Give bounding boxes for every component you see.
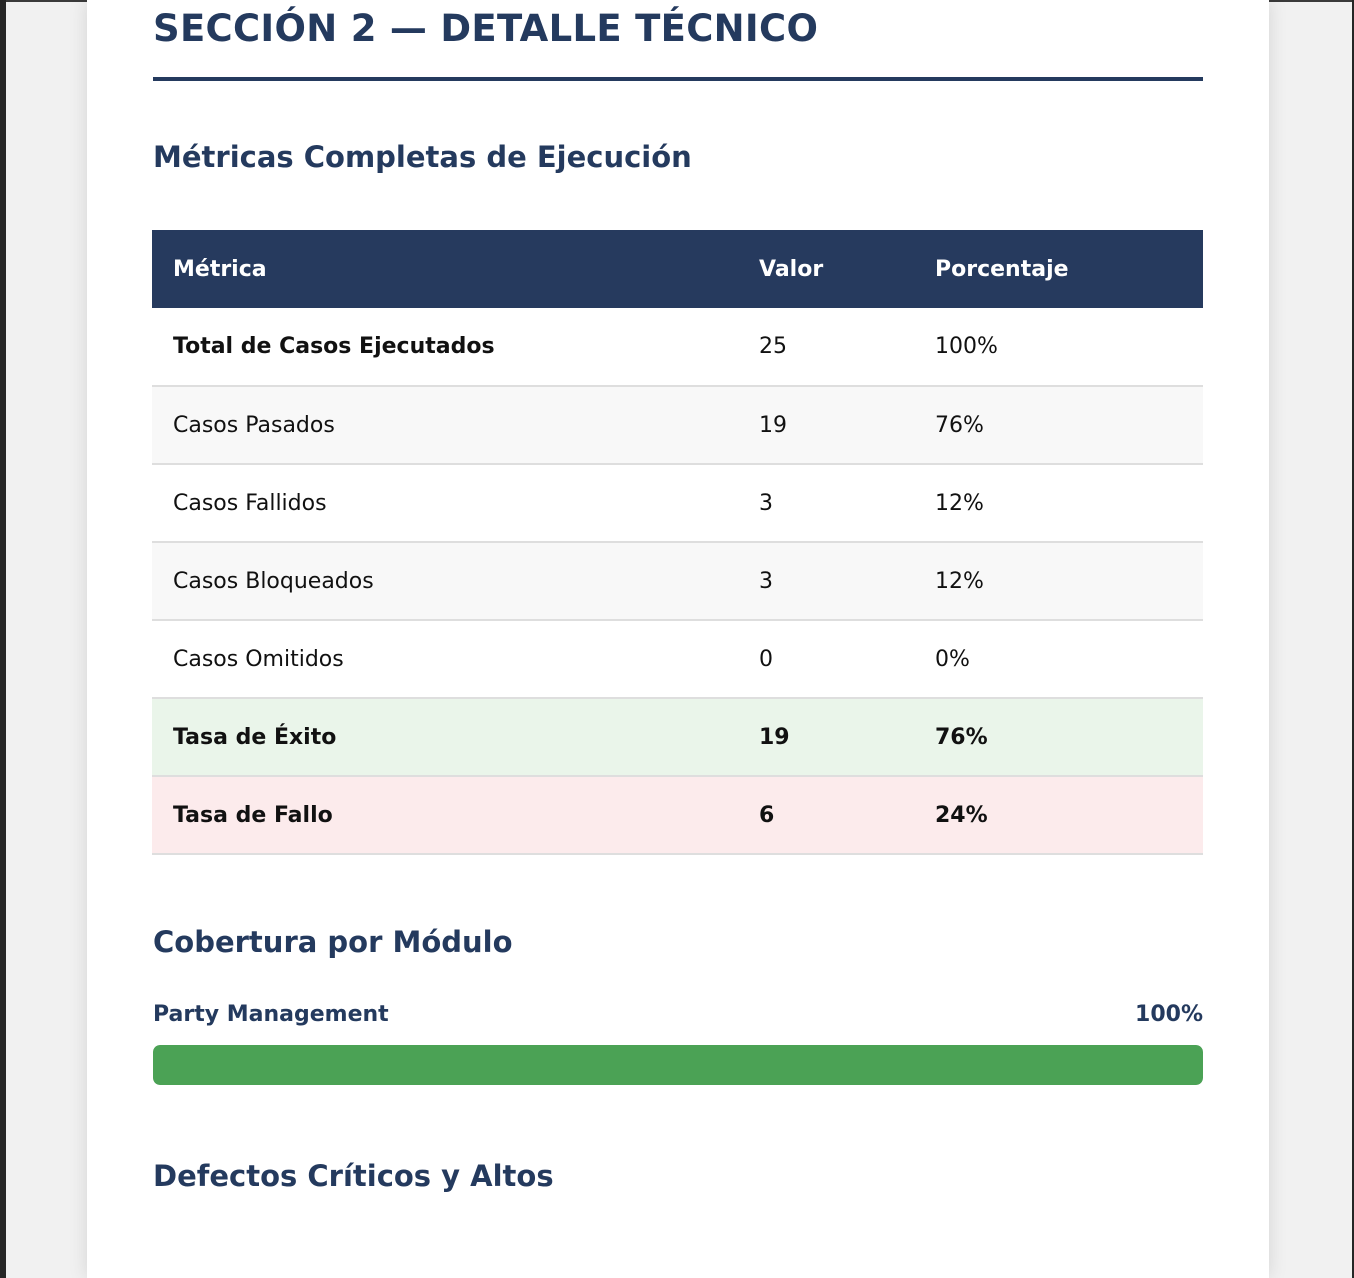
value-cell: 19 — [738, 698, 914, 776]
table-row-success-rate — [152, 698, 1203, 776]
value-cell: 0 — [738, 620, 914, 698]
module-progress-fill — [153, 1045, 1203, 1085]
metric-cell: Total de Casos Ejecutados — [152, 308, 738, 386]
section-title-divider — [153, 77, 1203, 81]
document-page — [87, 0, 1269, 1278]
value-cell: 6 — [738, 776, 914, 854]
value-cell: 3 — [738, 464, 914, 542]
module-progress-bar — [153, 1045, 1203, 1085]
percent-cell: 24% — [914, 776, 1203, 854]
column-header-metric: Métrica — [152, 230, 738, 308]
metric-cell: Tasa de Éxito — [152, 698, 738, 776]
module-name: Party Management — [153, 1002, 389, 1027]
percent-cell: 12% — [914, 464, 1203, 542]
coverage-heading: Cobertura por Módulo — [153, 925, 513, 959]
metric-cell: Casos Bloqueados — [152, 542, 738, 620]
percent-cell: 100% — [914, 308, 1203, 386]
value-cell: 19 — [738, 386, 914, 464]
percent-cell: 12% — [914, 542, 1203, 620]
table-row-passed — [152, 386, 1203, 464]
percent-cell: 76% — [914, 698, 1203, 776]
column-header-value: Valor — [738, 230, 914, 308]
metrics-heading: Métricas Completas de Ejecución — [153, 140, 692, 174]
metric-cell: Casos Fallidos — [152, 464, 738, 542]
metrics-table — [152, 230, 1203, 855]
table-row-failure-rate — [152, 776, 1203, 854]
section-title: SECCIÓN 2 — DETALLE TÉCNICO — [153, 7, 819, 50]
value-cell: 3 — [738, 542, 914, 620]
table-row-failed — [152, 464, 1203, 542]
percent-cell: 76% — [914, 386, 1203, 464]
column-header-percent: Porcentaje — [914, 230, 1203, 308]
table-row-skipped — [152, 620, 1203, 698]
module-percent-label: 100% — [1135, 1002, 1203, 1027]
metric-cell: Casos Omitidos — [152, 620, 738, 698]
metric-cell: Casos Pasados — [152, 386, 738, 464]
table-row-blocked — [152, 542, 1203, 620]
percent-cell: 0% — [914, 620, 1203, 698]
table-row-total — [152, 308, 1203, 386]
metric-cell: Tasa de Fallo — [152, 776, 738, 854]
table-header-row — [152, 230, 1203, 308]
defects-heading: Defectos Críticos y Altos — [153, 1159, 554, 1193]
value-cell: 25 — [738, 308, 914, 386]
